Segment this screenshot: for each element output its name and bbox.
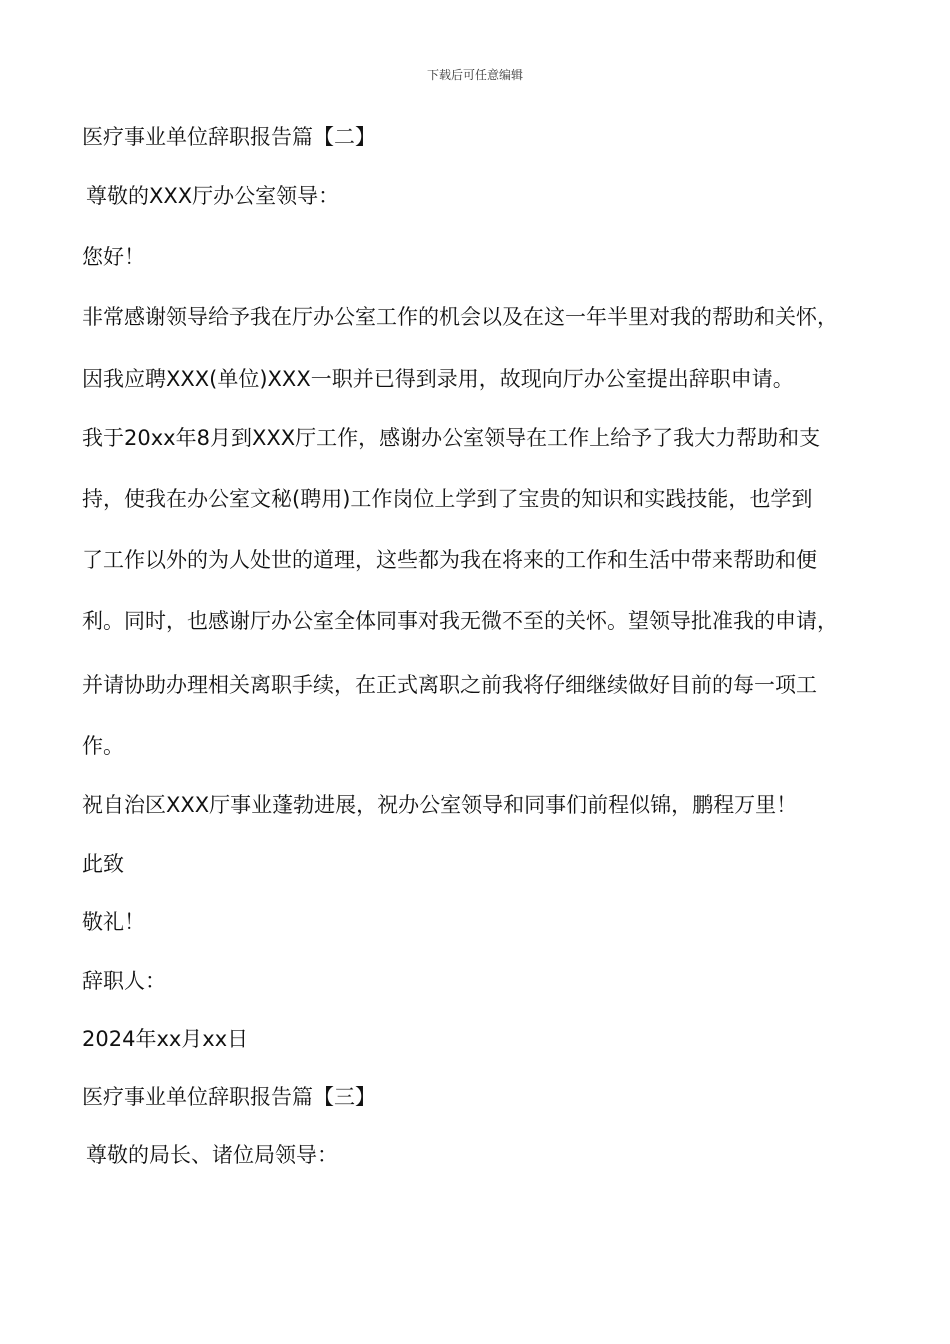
body-line: 作。 [82,734,124,758]
body-line: 非常感谢领导给予我在厅办公室工作的机会以及在这一年半里对我的帮助和关怀， [82,305,838,329]
body-line: 并请协助办理相关离职手续，在正式离职之前我将仔细继续做好目前的每一项工 [82,673,817,697]
body-line: 持，使我在办公室文秘(聘用)工作岗位上学到了宝贵的知识和实践技能，也学到 [82,487,813,511]
section-title: 医疗事业单位辞职报告篇【三】 [82,1085,376,1109]
section-title: 医疗事业单位辞职报告篇【二】 [82,125,376,149]
body-line: 了工作以外的为人处世的道理，这些都为我在将来的工作和生活中带来帮助和便 [82,548,817,572]
greeting: 您好！ [82,245,145,269]
body-line: 利。同时，也感谢厅办公室全体同事对我无微不至的关怀。望领导批准我的申请， [82,609,838,633]
date: 2024年xx月xx日 [82,1027,249,1051]
closing-line: 敬礼！ [82,910,145,934]
body-line: 祝自治区XXX厅事业蓬勃进展，祝办公室领导和同事们前程似锦，鹏程万里！ [82,793,798,817]
page-header-note: 下载后可任意编辑 [426,68,523,82]
closing-line: 此致 [82,852,124,876]
salutation: 尊敬的XXX厅办公室领导： [86,184,340,208]
salutation: 尊敬的局长、诸位局领导： [86,1143,338,1167]
body-line: 因我应聘XXX(单位)XXX一职并已得到录用，故现向厅办公室提出辞职申请。 [82,367,794,391]
body-line: 我于20xx年8月到XXX厅工作，感谢办公室领导在工作上给予了我大力帮助和支 [82,426,821,450]
signature: 辞职人： [82,969,166,993]
